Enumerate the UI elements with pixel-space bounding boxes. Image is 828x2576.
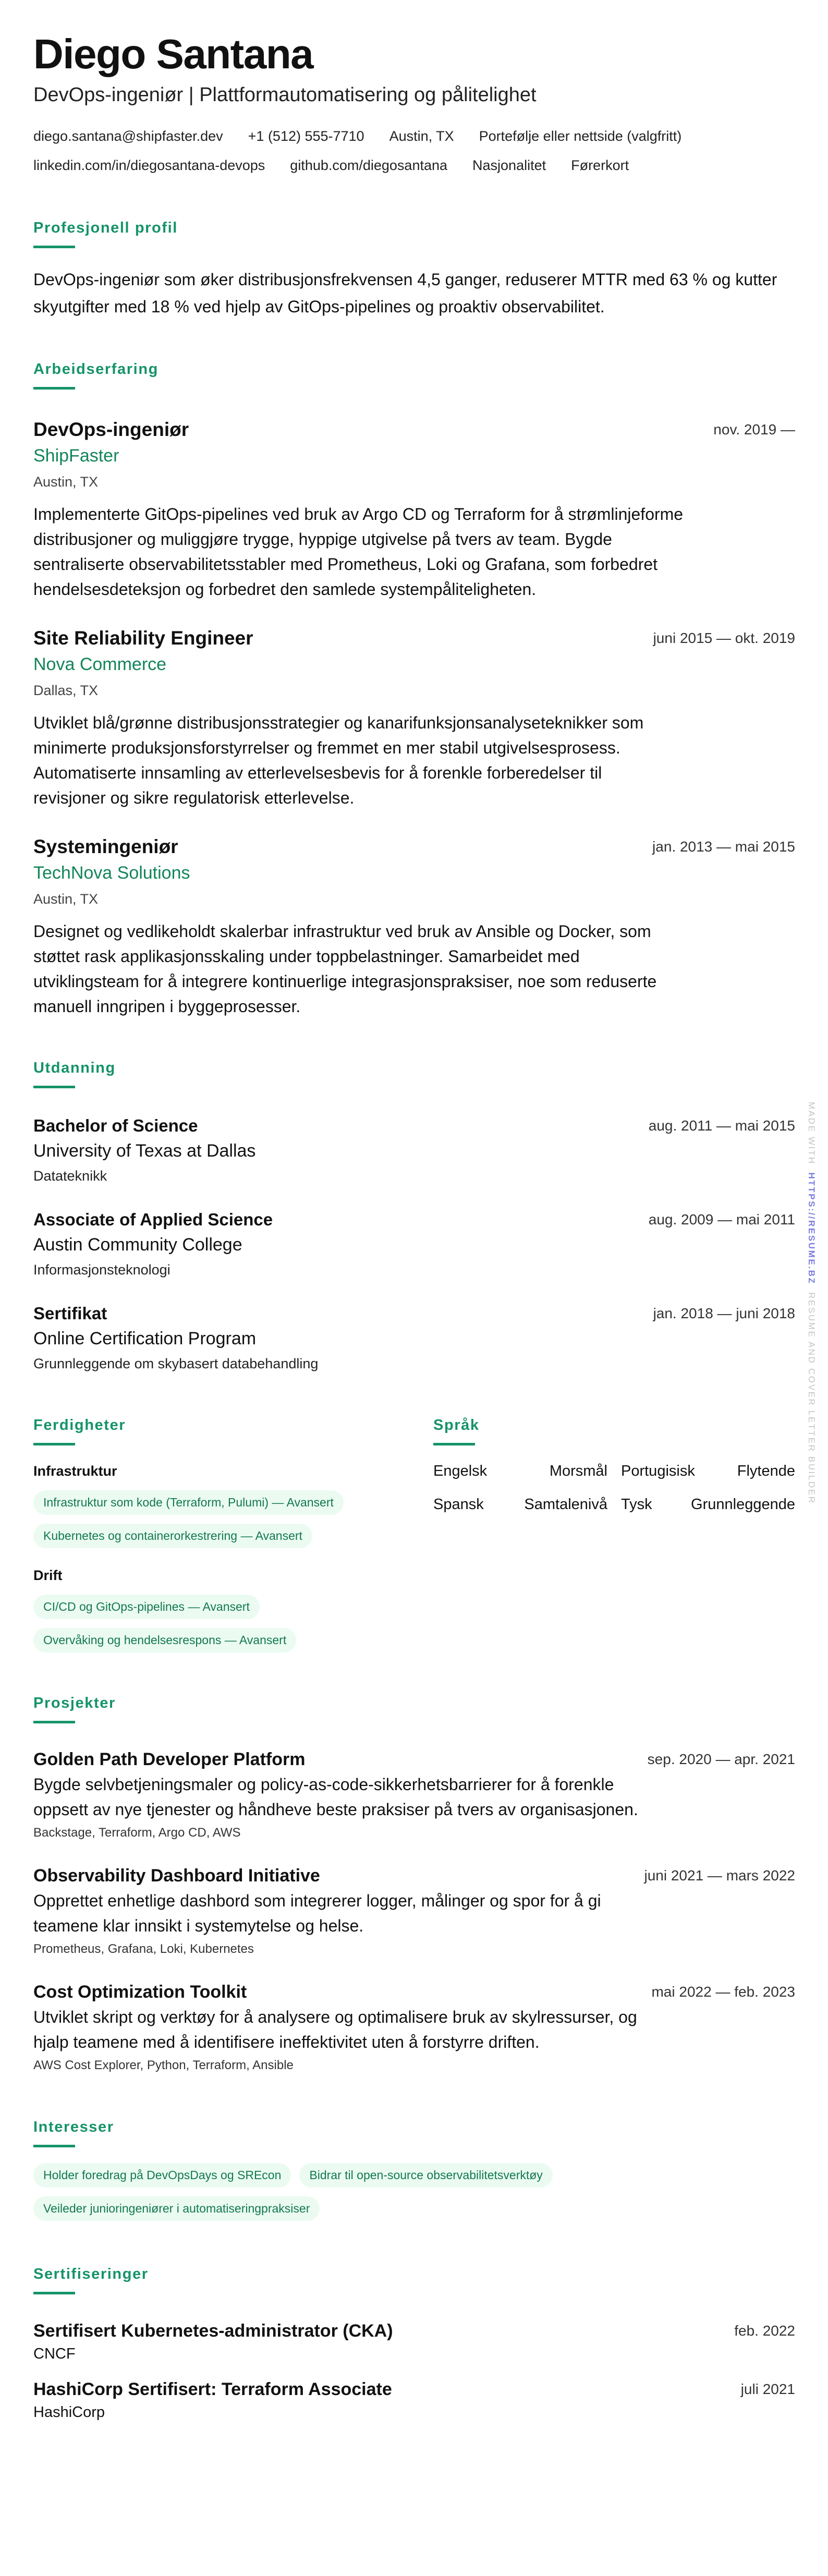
education-entry	[33, 1113, 795, 1188]
education-list	[33, 1113, 795, 1376]
job-company: ShipFaster	[33, 446, 119, 466]
certifications-section	[33, 2264, 795, 2423]
certification-issuer: CNCF	[33, 2346, 76, 2362]
section-title: Arbeidserfaring	[33, 361, 159, 378]
resume-header	[33, 31, 795, 180]
interest-chip: Holder foredrag på DevOpsDays og SREcon	[33, 2163, 291, 2188]
profile-summary: DevOps-ingeniør som øker distribusjonsfrekvensen 4,5 ganger, reduserer MTTR med 63 % og kutter skyutgifter med 18 % ved hjelp av GitOps-pipelines og proaktiv observabilitet.	[33, 270, 777, 316]
section-title: Sertifiseringer	[33, 2266, 149, 2282]
section-divider	[33, 1721, 75, 1723]
project-tech: Backstage, Terraform, Argo CD, AWS	[33, 1826, 241, 1840]
job-title: Site Reliability Engineer	[33, 627, 253, 649]
language-name: Spansk	[433, 1496, 484, 1513]
project-title: Golden Path Developer Platform	[33, 1749, 306, 1769]
section-title: Ferdigheter	[33, 1417, 126, 1433]
project-description: Utviklet skript og verktøy for å analysere og optimalisere bruk av skylressurser, og hjalp teamene med å identifisere ineffektivitet uten å forstyrre driften.	[33, 2008, 637, 2051]
job-description: Utviklet blå/grønne distribusjonsstrategier og kanarifunksjonsanalyseteknikker som minimerte produksjonsforstyrrelser og fremmet en mer stabil utgivelsesprosess. Automatiserte innsamling av etterlevelsesbevis for å forenkle forberedelser til revisjoner og sikre regulatorisk etterlevelse.	[33, 713, 644, 807]
job-location: Austin, TX	[33, 891, 99, 907]
education-dates: aug. 2011 — mai 2015	[648, 1117, 795, 1134]
contact-portfolio[interactable]: Portefølje eller nettside (valgfritt)	[479, 128, 682, 144]
school: University of Texas at Dallas	[33, 1141, 256, 1161]
field-of-study: Informasjonsteknologi	[33, 1262, 171, 1278]
education-dates: aug. 2009 — mai 2011	[648, 1211, 795, 1228]
language-item	[621, 1461, 795, 1481]
section-divider	[33, 246, 75, 248]
candidate-headline: DevOps-ingeniør | Plattformautomatisering og pålitelighet	[33, 84, 537, 106]
skill-chip: Infrastruktur som kode (Terraform, Pulumi) — Avansert	[33, 1490, 344, 1515]
watermark-suffix: RESUME AND COVER LETTER BUILDER	[807, 1292, 817, 1504]
language-level: Grunnleggende	[691, 1496, 795, 1513]
contact-nationality: Nasjonalitet	[472, 157, 546, 173]
job-title: DevOps-ingeniør	[33, 419, 189, 440]
section-title: Språk	[433, 1417, 480, 1433]
job-dates: juni 2015 — okt. 2019	[653, 630, 795, 646]
language-item	[433, 1494, 607, 1515]
certification-title: Sertifisert Kubernetes-administrator (CKA)	[33, 2321, 393, 2341]
language-level: Morsmål	[549, 1463, 607, 1479]
field-of-study: Grunnleggende om skybasert databehandling	[33, 1356, 319, 1371]
contact-github[interactable]: github.com/diegosantana	[290, 157, 448, 173]
skill-chip: CI/CD og GitOps-pipelines — Avansert	[33, 1595, 260, 1619]
job-location: Dallas, TX	[33, 683, 99, 698]
field-of-study: Datateknikk	[33, 1168, 107, 1184]
language-name: Engelsk	[433, 1463, 488, 1479]
interest-chip: Veileder junioringeniører i automatiseringpraksiser	[33, 2196, 320, 2221]
job-entry	[33, 417, 795, 602]
certification-list	[33, 2318, 795, 2423]
section-divider	[33, 2145, 75, 2147]
certification-date: feb. 2022	[734, 2323, 795, 2339]
job-dates: nov. 2019 —	[713, 421, 795, 438]
language-list	[433, 1461, 795, 1515]
project-dates: sep. 2020 — apr. 2021	[647, 1751, 795, 1767]
skill-chip: Kubernetes og containerorkestrering — Avansert	[33, 1524, 312, 1548]
education-dates: jan. 2018 — juni 2018	[653, 1305, 795, 1321]
projects-section	[33, 1693, 795, 2076]
job-dates: jan. 2013 — mai 2015	[652, 839, 795, 855]
watermark-prefix: MADE WITH	[807, 1102, 817, 1165]
experience-section	[33, 359, 795, 1019]
language-level: Samtalenivå	[524, 1496, 607, 1513]
certification-entry	[33, 2318, 795, 2364]
contact-location: Austin, TX	[389, 128, 454, 144]
skill-group	[33, 1565, 415, 1652]
degree: Bachelor of Science	[33, 1116, 198, 1135]
project-list	[33, 1747, 795, 2076]
skill-group-title: Infrastruktur	[33, 1463, 117, 1479]
section-title: Interesser	[33, 2119, 114, 2135]
education-entry	[33, 1207, 795, 1282]
project-description: Opprettet enhetlige dashbord som integrerer logger, målinger og spor for å gi teamene klar innsikt i systemytelse og helse.	[33, 1891, 601, 1935]
contact-phone[interactable]: +1 (512) 555-7710	[248, 128, 364, 144]
section-divider	[33, 2292, 75, 2294]
degree: Sertifikat	[33, 1304, 107, 1323]
section-divider	[33, 1086, 75, 1088]
project-description: Bygde selvbetjeningsmaler og policy-as-code-sikkerhetsbarrierer for å forenkle oppsett av nye tjenester og håndheve beste praksiser på tvers av organisasjonen.	[33, 1775, 638, 1819]
project-tech: AWS Cost Explorer, Python, Terraform, Ansible	[33, 2058, 294, 2072]
section-title: Profesjonell profil	[33, 220, 178, 236]
section-divider	[33, 1443, 75, 1445]
profile-section	[33, 217, 795, 320]
skill-chips	[33, 1490, 415, 1548]
section-title: Utdanning	[33, 1060, 116, 1076]
job-company: Nova Commerce	[33, 654, 167, 674]
job-company: TechNova Solutions	[33, 863, 190, 883]
skills-section	[33, 1415, 415, 1652]
interest-chip: Bidrar til open-source observabilitetsverktøy	[299, 2163, 552, 2188]
job-title: Systemingeniør	[33, 836, 178, 857]
education-section	[33, 1058, 795, 1376]
job-entry	[33, 834, 795, 1019]
candidate-name: Diego Santana	[33, 31, 313, 77]
job-location: Austin, TX	[33, 474, 99, 490]
project-dates: mai 2022 — feb. 2023	[651, 1984, 795, 2000]
project-entry	[33, 1979, 795, 2076]
job-entry	[33, 626, 795, 810]
language-item	[621, 1494, 795, 1515]
certification-date: juli 2021	[740, 2381, 795, 2397]
watermark-link[interactable]: HTTPS://RESUME.BZ	[807, 1172, 817, 1285]
contact-list	[33, 121, 795, 180]
section-divider	[33, 387, 75, 390]
degree: Associate of Applied Science	[33, 1210, 273, 1229]
certification-entry	[33, 2377, 795, 2423]
skill-group	[33, 1461, 415, 1548]
school: Austin Community College	[33, 1235, 242, 1255]
skills-languages-row	[33, 1415, 795, 1652]
skill-chip: Overvåking og hendelsesrespons — Avansert	[33, 1628, 296, 1652]
job-list	[33, 417, 795, 1019]
project-title: Observability Dashboard Initiative	[33, 1866, 320, 1886]
certification-title: HashiCorp Sertifisert: Terraform Associate	[33, 2379, 392, 2399]
language-item	[433, 1461, 607, 1481]
watermark	[806, 1102, 817, 1504]
interests-section	[33, 2117, 795, 2221]
skill-chips	[33, 1595, 415, 1652]
project-title: Cost Optimization Toolkit	[33, 1982, 247, 2002]
section-title: Prosjekter	[33, 1695, 116, 1711]
education-entry	[33, 1301, 795, 1376]
project-dates: juni 2021 — mars 2022	[644, 1867, 795, 1884]
skill-group-title: Drift	[33, 1568, 63, 1583]
languages-section	[433, 1415, 795, 1652]
project-tech: Prometheus, Grafana, Loki, Kubernetes	[33, 1942, 254, 1956]
language-name: Tysk	[621, 1496, 652, 1513]
contact-email[interactable]: diego.santana@shipfaster.dev	[33, 128, 223, 144]
section-divider	[433, 1443, 475, 1445]
project-entry	[33, 1747, 795, 1844]
job-description: Implementerte GitOps-pipelines ved bruk av Argo CD og Terraform for å strømlinjeforme distribusjoner og muliggjøre trygge, hyppige utgivelse på tvers av team. Bygde sentraliserte observabilitetsstabler med Prometheus, Loki og Grafana, som forbedret hendelsesdeteksjon og forbedret den samlede systempåliteligheten.	[33, 505, 684, 599]
school: Online Certification Program	[33, 1329, 257, 1348]
contact-drivers-license: Førerkort	[571, 157, 629, 173]
language-level: Flytende	[737, 1463, 795, 1479]
job-description: Designet og vedlikeholdt skalerbar infrastruktur ved bruk av Ansible og Docker, som støttet rask applikasjonsskaling under toppbelastninger. Samarbeidet med utviklingsteam for å integrere kontinuerlige integrasjonspraksiser, noe som reduserte manuell inngripen i byggeprosesser.	[33, 922, 657, 1016]
certification-issuer: HashiCorp	[33, 2404, 105, 2421]
project-entry	[33, 1863, 795, 1960]
contact-linkedin[interactable]: linkedin.com/in/diegosantana-devops	[33, 157, 265, 173]
interest-chips	[33, 2163, 795, 2221]
language-name: Portugisisk	[621, 1463, 695, 1479]
